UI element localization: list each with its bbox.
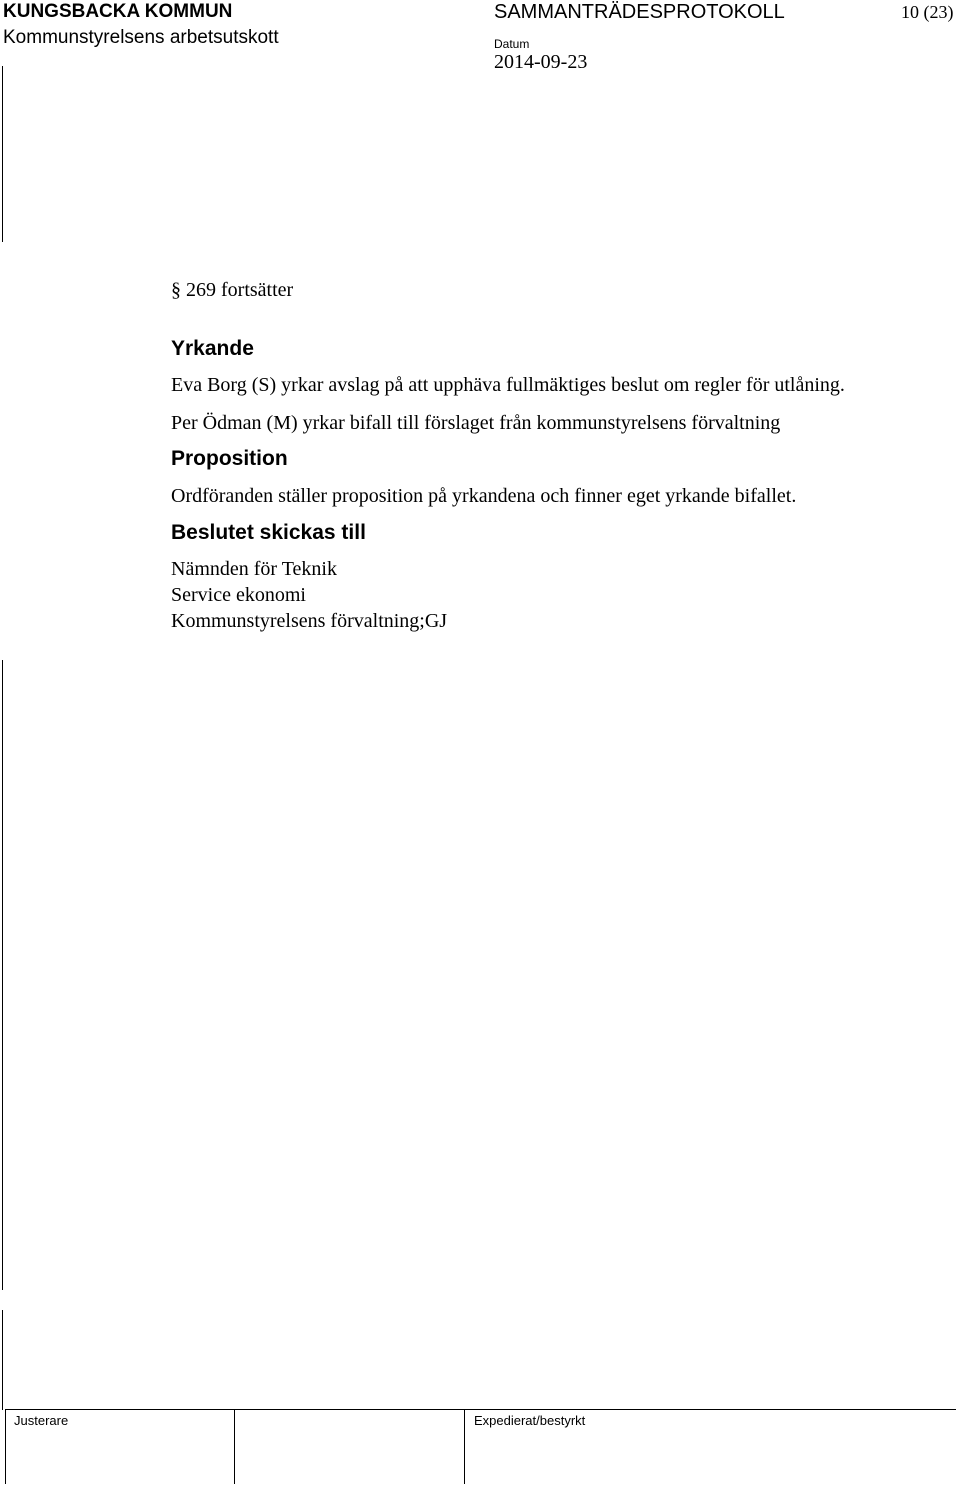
expedierat-label: Expedierat/bestyrkt	[474, 1413, 586, 1428]
signature-footer	[0, 1409, 956, 1485]
date-label: Datum	[494, 37, 530, 51]
recipient-item: Service ekonomi	[171, 584, 306, 606]
recipient-item: Nämnden för Teknik	[171, 558, 337, 580]
margin-rule-bottom	[2, 1310, 3, 1410]
heading-yrkande: Yrkande	[171, 337, 254, 360]
document-type: SAMMANTRÄDESPROTOKOLL	[494, 1, 785, 23]
footer-divider	[5, 1410, 6, 1484]
footer-divider	[464, 1410, 465, 1484]
committee-name: Kommunstyrelsens arbetsutskott	[3, 27, 279, 48]
footer-divider	[234, 1410, 235, 1484]
proposition-text: Ordföranden ställer proposition på yrkandena och finner eget yrkande bifallet.	[171, 485, 797, 507]
margin-rule-middle	[2, 660, 3, 1290]
heading-proposition: Proposition	[171, 447, 288, 470]
margin-rule-top	[2, 66, 3, 242]
page-number: 10 (23)	[901, 2, 954, 22]
heading-recipients: Beslutet skickas till	[171, 521, 366, 544]
footer-top-rule	[5, 1409, 956, 1410]
justerare-label: Justerare	[14, 1413, 69, 1428]
organization-name: KUNGSBACKA KOMMUN	[3, 1, 233, 22]
yrkande-line-1: Eva Borg (S) yrkar avslag på att upphäva fullmäktiges beslut om regler för utlåning.	[171, 374, 845, 396]
yrkande-line-2: Per Ödman (M) yrkar bifall till förslaget från kommunstyrelsens förvaltning	[171, 412, 781, 434]
date-value: 2014-09-23	[494, 51, 588, 73]
recipient-item: Kommunstyrelsens förvaltning;GJ	[171, 610, 448, 632]
section-reference: § 269 fortsätter	[171, 279, 294, 301]
